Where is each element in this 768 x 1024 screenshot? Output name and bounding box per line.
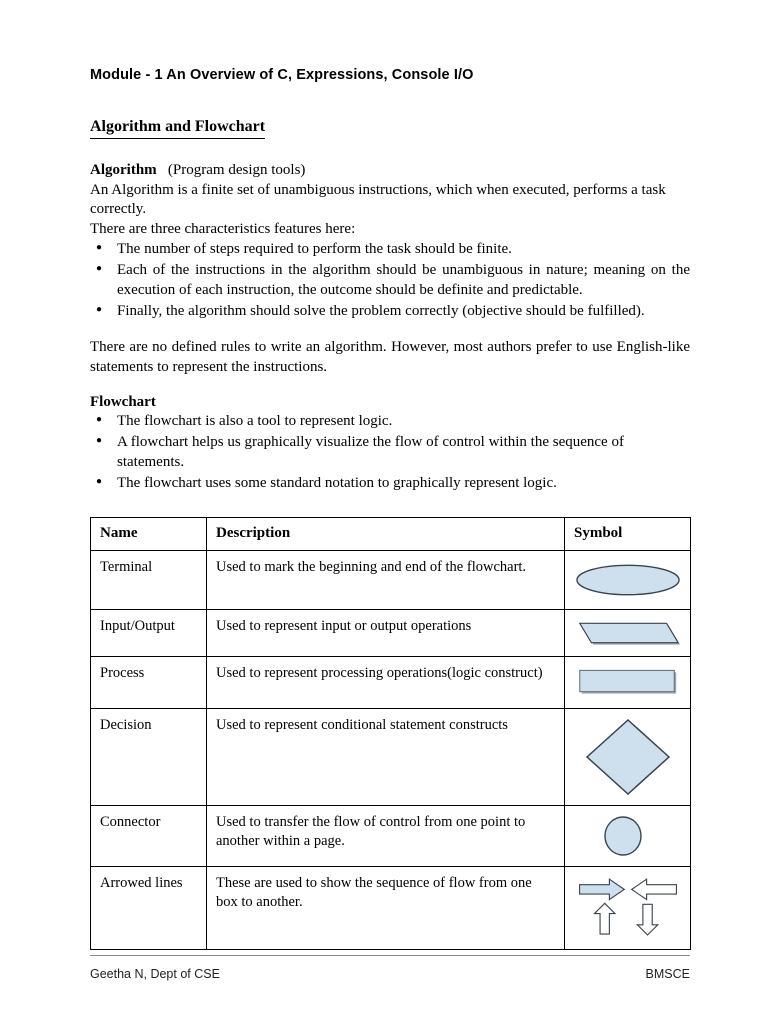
- algorithm-heading-note: (Program design tools): [167, 161, 306, 178]
- cell-description: Used to represent processing operations(logic construct): [207, 656, 565, 708]
- cell-symbol: [565, 550, 691, 609]
- diamond-icon: [574, 716, 682, 798]
- list-item: ● Each of the instructions in the algorithm should be unambiguous in nature; meaning on the execution of each instruction, the outcome should be definite and predictable.: [90, 261, 690, 301]
- list-item: ● Finally, the algorithm should solve the problem correctly (objective should be fulfilled).: [90, 302, 690, 322]
- cell-symbol: [565, 805, 691, 866]
- document-content: [90, 0, 690, 950]
- algorithm-heading-line: [90, 161, 690, 181]
- algorithm-closing-paragraph: There are no defined rules to write an algorithm. However, most authors prefer to use English-like statements to represent the instructions.: [90, 339, 690, 376]
- parallelogram-icon: [574, 617, 682, 649]
- table-row: [91, 656, 691, 708]
- cell-symbol: [565, 866, 691, 949]
- page-footer: [90, 955, 690, 981]
- arrow-left-icon: [632, 879, 677, 899]
- flowchart-heading: Flowchart: [90, 393, 156, 410]
- list-item: ● The flowchart uses some standard notation to graphically represent logic.: [90, 474, 690, 494]
- cell-symbol: [565, 656, 691, 708]
- arrow-right-icon: [580, 879, 625, 899]
- cell-symbol: [565, 609, 691, 656]
- table-row: [91, 805, 691, 866]
- list-item: ● The flowchart is also a tool to represent logic.: [90, 412, 690, 432]
- cell-name: Decision: [91, 708, 207, 805]
- list-item: ● The number of steps required to perform the task should be finite.: [90, 240, 690, 260]
- footer-author: Geetha N, Dept of CSE: [90, 967, 220, 981]
- circle-icon: [574, 813, 682, 859]
- flowchart-symbols-table: [90, 517, 691, 950]
- cell-description: Used to represent input or output operations: [207, 609, 565, 656]
- section-heading: Algorithm and Flowchart: [90, 90, 265, 138]
- algorithm-characteristics-list: [90, 240, 690, 322]
- table-header-row: [91, 518, 691, 551]
- cell-name: Connector: [91, 805, 207, 866]
- table-row: [91, 708, 691, 805]
- arrows-icon: [574, 874, 682, 942]
- list-item: ● A flowchart helps us graphically visualize the flow of control within the sequence of statements.: [90, 433, 690, 473]
- characteristics-intro: There are three characteristics features here:: [90, 221, 356, 238]
- cell-description: These are used to show the sequence of flow from one box to another.: [207, 866, 565, 949]
- rectangle-icon: [574, 664, 682, 700]
- cell-name: Terminal: [91, 550, 207, 609]
- column-header-name: Name: [91, 518, 207, 551]
- table-row: [91, 550, 691, 609]
- ellipse-icon: [574, 558, 682, 602]
- column-header-description: Description: [207, 518, 565, 551]
- column-header-symbol: Symbol: [565, 518, 691, 551]
- algorithm-definition: An Algorithm is a finite set of unambiguous instructions, which when executed, performs a task correctly.: [90, 181, 666, 218]
- cell-name: Input/Output: [91, 609, 207, 656]
- table-row: [91, 866, 691, 949]
- cell-description: Used to transfer the flow of control from one point to another within a page.: [207, 805, 565, 866]
- flowchart-points-list: [90, 412, 690, 494]
- cell-name: Arrowed lines: [91, 866, 207, 949]
- arrow-down-icon: [637, 904, 657, 935]
- cell-name: Process: [91, 656, 207, 708]
- algorithm-heading: Algorithm: [90, 161, 157, 178]
- cell-description: Used to mark the beginning and end of the flowchart.: [207, 550, 565, 609]
- arrow-up-icon: [594, 903, 614, 934]
- page-title: Module - 1 An Overview of C, Expressions, Console I/O: [90, 67, 474, 83]
- footer-institution: BMSCE: [645, 967, 690, 981]
- footer-row: [90, 956, 690, 981]
- cell-symbol: [565, 708, 691, 805]
- cell-description: Used to represent conditional statement constructs: [207, 708, 565, 805]
- table-row: [91, 609, 691, 656]
